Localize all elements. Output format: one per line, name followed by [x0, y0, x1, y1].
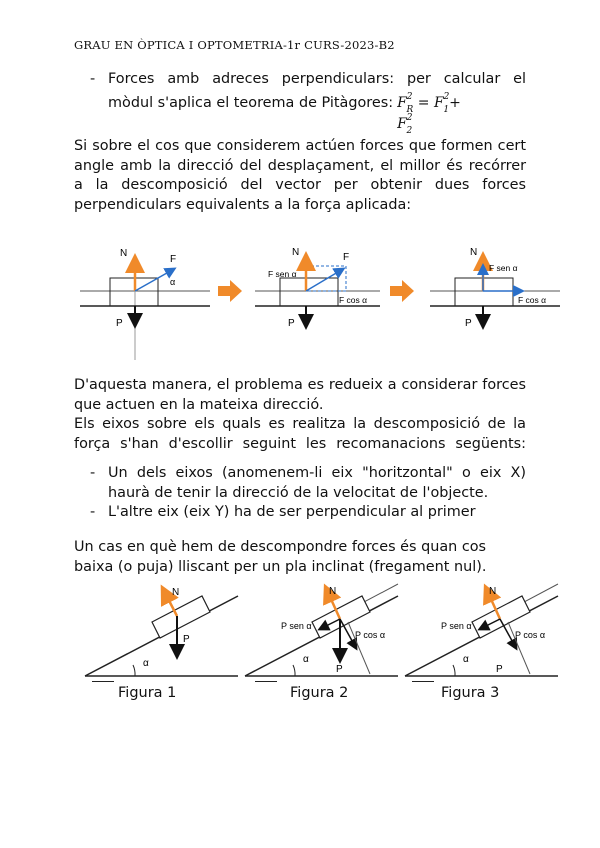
- label-alpha: α: [303, 654, 309, 665]
- label-P-cos: P cos α: [355, 630, 386, 640]
- bullet-dash: -: [90, 465, 96, 481]
- label-N: N: [470, 247, 478, 258]
- bullet-line: haurà de tenir la direcció de la velocitat de l'objecte.: [108, 484, 489, 501]
- paragraph-line: que actuen en la mateixa direcció.: [74, 396, 324, 413]
- caption-figure-2: Figura 2: [290, 685, 349, 701]
- label-N: N: [489, 586, 497, 597]
- paragraph-axes: [74, 376, 526, 454]
- transition-arrow-icon: [218, 280, 242, 302]
- figure-3: [405, 584, 558, 676]
- panel-1: [80, 248, 210, 360]
- bullet-dash: -: [90, 504, 96, 520]
- pythagoras-formula: $F^2_R = F^2_1+ F^2_2$: [397, 91, 461, 136]
- label-alpha: α: [463, 654, 469, 665]
- bullet-dash: -: [90, 71, 96, 87]
- label-F-cos: F cos α: [339, 295, 368, 305]
- label-P: P: [496, 664, 503, 675]
- label-alpha: α: [170, 277, 176, 287]
- label-F-cos: F cos α: [518, 295, 547, 305]
- label-P-cos: P cos α: [515, 630, 546, 640]
- label-N: N: [172, 587, 180, 598]
- bullet-line: Un dels eixos (anomenem-li eix "horitzontal" o eix X): [108, 465, 526, 481]
- bullet-line: Forces amb adreces perpendiculars: per calcular el: [108, 71, 526, 87]
- paragraph-line: angle amb la direcció del desplaçament, el millor és recórrer: [74, 157, 526, 174]
- label-P: P: [116, 318, 123, 329]
- paragraph-line: força s'han d'escollir seguint les recomanacions següents:: [74, 435, 526, 452]
- caption-figure-1: Figura 1: [118, 685, 177, 701]
- label-F: F: [170, 254, 177, 265]
- panel-2: [255, 247, 380, 329]
- paragraph-line: Els eixos sobre els quals es realitza la descomposició de la: [74, 416, 526, 432]
- label-N: N: [329, 586, 337, 597]
- inclined-plane-diagram: [80, 582, 580, 688]
- paragraph-line: D'aquesta manera, el problema es redueix a considerar forces: [74, 377, 526, 393]
- label-P-sen: P sen α: [281, 621, 312, 631]
- bullet-list-axes: [90, 464, 526, 523]
- label-F: F: [343, 252, 350, 263]
- bullet-line: mòdul s'aplica el teorema de Pitàgores:: [108, 94, 394, 111]
- label-F-sen: F sen α: [489, 263, 518, 273]
- paragraph-line: baixa (o puja) lliscant per un pla inclinat (fregament nul).: [74, 558, 487, 575]
- caption-rule: [412, 681, 434, 682]
- paragraph-line: perpendiculars equivalents a la força aplicada:: [74, 196, 412, 213]
- figure-2: [245, 584, 398, 676]
- paragraph-inclined-plane: [74, 538, 526, 577]
- label-P-sen: P sen α: [441, 621, 472, 631]
- caption-rule: [92, 681, 114, 682]
- force-decomposition-diagram: [70, 238, 560, 363]
- caption-rule: [255, 681, 277, 682]
- label-P: P: [288, 318, 295, 329]
- bullet-line: L'altre eix (eix Y) ha de ser perpendicular al primer: [108, 504, 476, 520]
- label-P: P: [183, 634, 190, 645]
- label-alpha: α: [143, 658, 149, 669]
- label-P: P: [336, 664, 343, 675]
- bullet-pythagoras: [90, 70, 526, 137]
- figure-1: [85, 587, 238, 676]
- label-P: P: [465, 318, 472, 329]
- transition-arrow-icon: [390, 280, 414, 302]
- paragraph-line: a la descomposició del vector per obtenir dues forces: [74, 177, 526, 193]
- paragraph-line: Un cas en què hem de descompondre forces és quan cos: [74, 539, 487, 555]
- label-N: N: [120, 248, 128, 259]
- paragraph-decomposition: [74, 137, 526, 215]
- panel-3: [430, 247, 560, 329]
- page-header: GRAU EN ÒPTICA I OPTOMETRIA-1r CURS-2023-B2: [74, 38, 395, 52]
- label-F-sen: F sen α: [268, 269, 297, 279]
- label-N: N: [292, 247, 300, 258]
- paragraph-line: Si sobre el cos que considerem actúen forces que formen cert: [74, 138, 526, 154]
- caption-figure-3: Figura 3: [441, 685, 500, 701]
